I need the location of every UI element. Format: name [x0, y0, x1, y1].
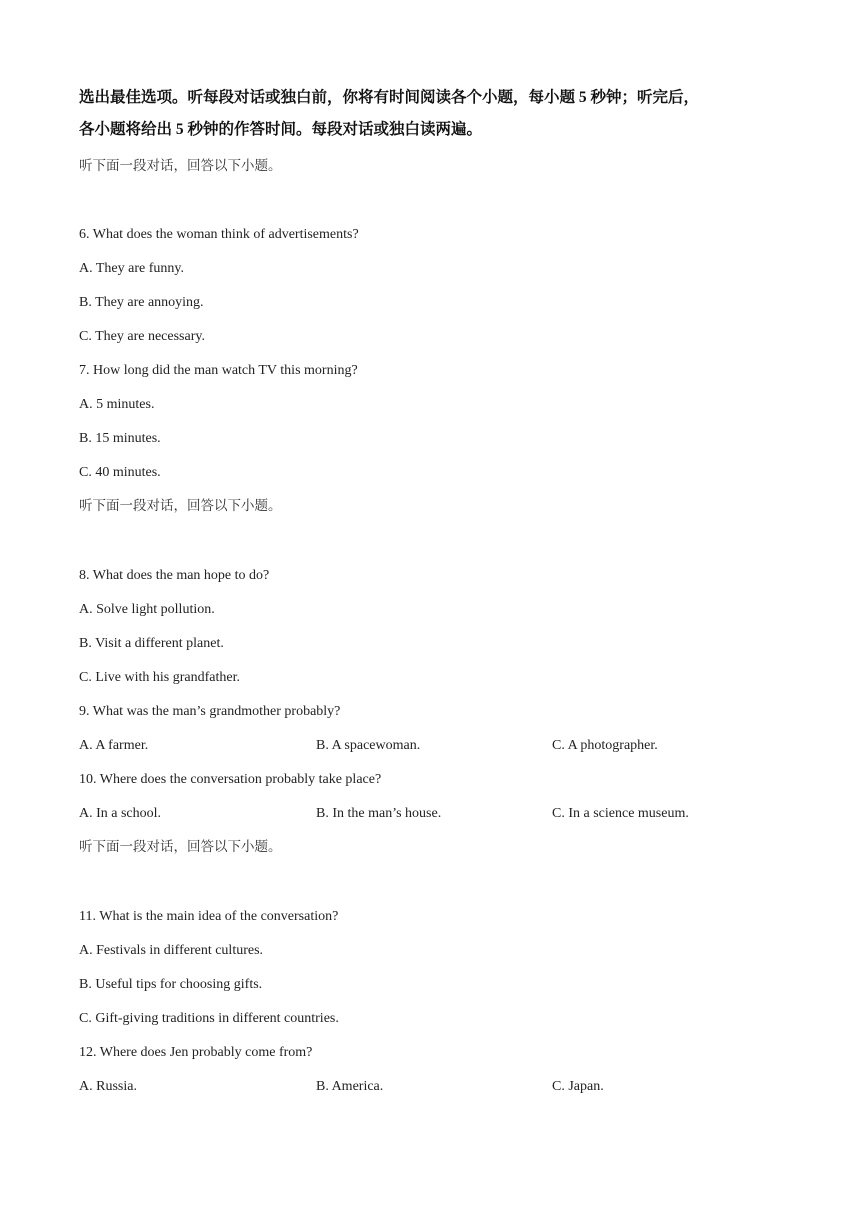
option-12c: C. Japan. — [552, 1079, 604, 1094]
question-stem-8: 8. What does the man hope to do? — [79, 568, 270, 583]
section-note: 听下面一段对话，回答以下小题。 — [79, 498, 282, 513]
question-stem-9: 9. What was the man’s grandmother probably? — [79, 704, 341, 719]
question-stem-7: 7. How long did the man watch TV this morning? — [79, 363, 358, 378]
option-10c: C. In a science museum. — [552, 806, 689, 821]
option-8c: C. Live with his grandfather. — [79, 670, 240, 685]
option-11c: C. Gift-giving traditions in different countries. — [79, 1011, 339, 1026]
option-9a: A. A farmer. — [79, 738, 149, 753]
instructions-line-2: 各小题将给出 5 秒钟的作答时间。每段对话或独白读两遍。 — [79, 121, 483, 138]
question-stem-12: 12. Where does Jen probably come from? — [79, 1045, 313, 1060]
question-stem-11: 11. What is the main idea of the conversation? — [79, 909, 339, 924]
option-6a: A. They are funny. — [79, 261, 184, 276]
option-11b: B. Useful tips for choosing gifts. — [79, 977, 263, 992]
option-9c: C. A photographer. — [552, 738, 658, 753]
option-7b: B. 15 minutes. — [79, 431, 161, 446]
option-10a: A. In a school. — [79, 806, 162, 821]
option-9b: B. A spacewoman. — [316, 738, 421, 753]
option-7c: C. 40 minutes. — [79, 465, 161, 480]
option-6b: B. They are annoying. — [79, 295, 204, 310]
question-stem-10: 10. Where does the conversation probably take place? — [79, 772, 382, 787]
option-12a: A. Russia. — [79, 1079, 137, 1094]
option-10b: B. In the man’s house. — [316, 806, 442, 821]
option-8a: A. Solve light pollution. — [79, 602, 215, 617]
section-note: 听下面一段对话，回答以下小题。 — [79, 839, 282, 854]
option-7a: A. 5 minutes. — [79, 397, 155, 412]
option-12b: B. America. — [316, 1079, 384, 1094]
option-6c: C. They are necessary. — [79, 329, 205, 344]
question-stem-6: 6. What does the woman think of advertisements? — [79, 227, 359, 242]
instructions-line-1: 选出最佳选项。听每段对话或独白前，你将有时间阅读各个小题，每小题 5 秒钟；听完后， — [79, 89, 700, 106]
option-8b: B. Visit a different planet. — [79, 636, 224, 651]
option-11a: A. Festivals in different cultures. — [79, 943, 264, 958]
section-note: 听下面一段对话，回答以下小题。 — [79, 158, 282, 173]
